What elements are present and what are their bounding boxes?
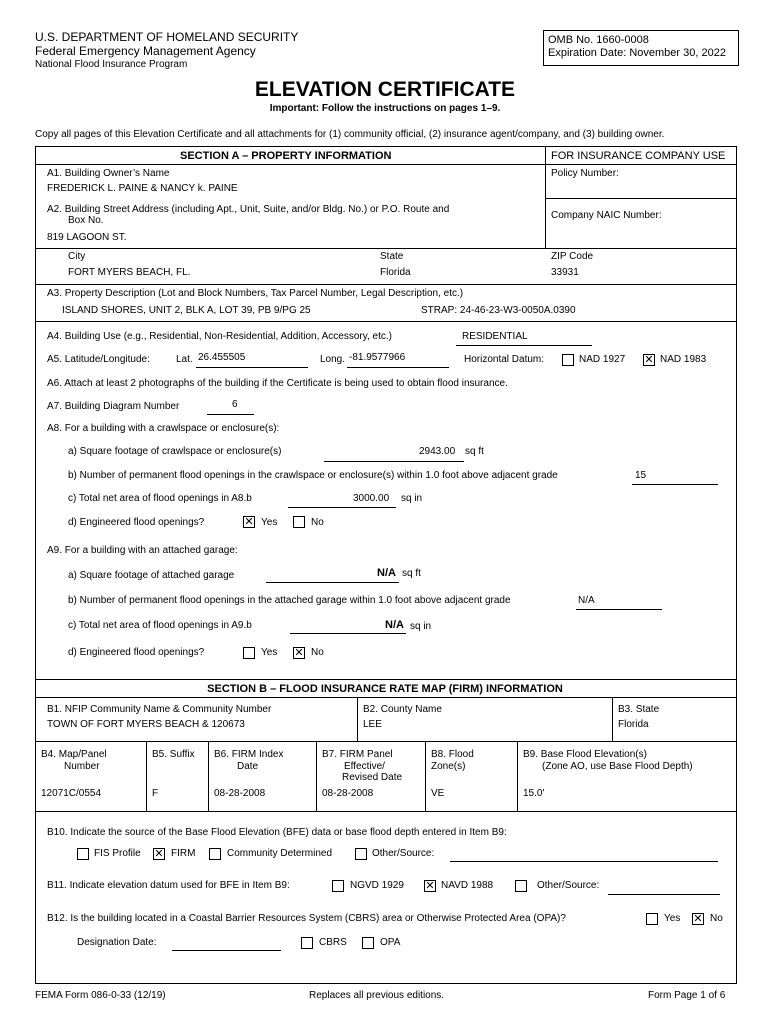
a2-label-cont: Box No.	[68, 215, 104, 226]
divider	[35, 284, 737, 285]
a4-underline	[456, 345, 592, 346]
b7-label: B7. FIRM Panel	[322, 749, 393, 760]
b1-label: B1. NFIP Community Name & Community Number	[47, 704, 272, 715]
a8c-underline	[288, 507, 396, 508]
dept-name: U.S. DEPARTMENT OF HOMELAND SECURITY	[35, 30, 299, 44]
divider	[545, 146, 546, 248]
opa-label: OPA	[380, 937, 401, 948]
b6-label-cont: Date	[237, 761, 259, 772]
community-determined-checkbox[interactable]	[209, 848, 221, 860]
a3-value[interactable]: ISLAND SHORES, UNIT 2, BLK A, LOT 39, PB 9/PG 25	[62, 305, 311, 316]
a9-label: A9. For a building with an attached garage:	[47, 545, 238, 556]
section-b-heading: SECTION B – FLOOD INSURANCE RATE MAP (FIRM) INFORMATION	[207, 683, 563, 695]
lat-value[interactable]: 26.455505	[198, 352, 246, 363]
datum-label: Horizontal Datum:	[464, 354, 545, 365]
a4-label: A4. Building Use (e.g., Residential, Non-Residential, Addition, Accessory, etc.)	[47, 331, 392, 342]
a9c-unit: sq in	[410, 621, 432, 632]
other-source-underline[interactable]	[450, 861, 718, 862]
b12-no-label: No	[710, 913, 723, 924]
nad1927-label: NAD 1927	[579, 354, 626, 365]
a9c-underline	[290, 633, 406, 634]
policy-number-label: Policy Number:	[551, 168, 619, 179]
divider	[35, 697, 737, 698]
nad1927-checkbox[interactable]	[562, 354, 574, 366]
b12-yes-label: Yes	[664, 913, 681, 924]
a8c-value[interactable]: 3000.00	[353, 493, 390, 504]
b2-label: B2. County Name	[363, 704, 442, 715]
b3-value[interactable]: Florida	[618, 719, 649, 730]
a1-label: A1. Building Owner’s Name	[47, 168, 170, 179]
b4-label: B4. Map/Panel	[41, 749, 107, 760]
a8a-value[interactable]: 2943.00	[419, 446, 456, 457]
a7-value[interactable]: 6	[232, 399, 238, 410]
zip-label: ZIP Code	[551, 251, 594, 262]
important-note: Important: Follow the instructions on pages 1–9.	[269, 103, 501, 114]
fis-profile-label: FIS Profile	[94, 848, 141, 859]
long-underline	[347, 367, 449, 368]
form-number: FEMA Form 086-0-33 (12/19)	[35, 990, 166, 1001]
firm-checkbox[interactable]: ✕	[154, 848, 164, 860]
insurance-use-label: FOR INSURANCE COMPANY USE	[551, 150, 726, 162]
divider	[517, 741, 518, 811]
a9d-label: d) Engineered flood openings?	[68, 647, 205, 658]
b6-value[interactable]: 08-28-2008	[214, 788, 266, 799]
b11-other-label: Other/Source:	[537, 880, 600, 891]
b3-label: B3. State	[618, 704, 660, 715]
divider	[35, 321, 737, 322]
b12-yes-checkbox[interactable]	[646, 913, 658, 925]
other-source-checkbox[interactable]	[355, 848, 367, 860]
a9a-label: a) Square footage of attached garage	[68, 570, 235, 581]
a8d-no-label: No	[311, 517, 324, 528]
firm-label: FIRM	[171, 848, 196, 859]
a8-label: A8. For a building with a crawlspace or enclosure(s):	[47, 423, 280, 434]
a9b-label: b) Number of permanent flood openings in the attached garage within 1.0 foot above adjacent grade	[68, 595, 511, 606]
a8d-yes-label: Yes	[261, 517, 278, 528]
divider	[35, 741, 737, 742]
a1-value[interactable]: FREDERICK L. PAINE & NANCY k. PAINE	[47, 183, 238, 194]
naic-label: Company NAIC Number:	[551, 210, 662, 221]
divider	[146, 741, 147, 811]
nad1983-label: NAD 1983	[660, 354, 707, 365]
b8-label: B8. Flood	[431, 749, 474, 760]
a8a-label: a) Square footage of crawlspace or enclosure(s)	[68, 446, 282, 457]
divider	[612, 697, 613, 741]
divider	[316, 741, 317, 811]
copy-note: Copy all pages of this Elevation Certificate and all attachments for (1) community official, (2) insurance agent/company, and (3) building owner.	[35, 129, 665, 140]
b8-value[interactable]: VE	[431, 788, 445, 799]
cbrs-label: CBRS	[319, 937, 347, 948]
a8c-unit: sq in	[401, 493, 423, 504]
city-value[interactable]: FORT MYERS BEACH, FL.	[68, 267, 191, 278]
a9d-yes-label: Yes	[261, 647, 278, 658]
b12-no-checkbox[interactable]: ✕	[693, 913, 703, 925]
divider	[425, 741, 426, 811]
divider	[35, 679, 737, 680]
a8b-value[interactable]: 15	[635, 470, 647, 481]
b9-value[interactable]: 15.0'	[523, 788, 545, 799]
a6-label: A6. Attach at least 2 photographs of the building if the Certificate is being used to obtain flood insurance.	[47, 378, 508, 389]
b7-label-cont2: Revised Date	[342, 772, 403, 783]
a9a-value[interactable]: N/A	[377, 567, 396, 579]
b9-label-cont: (Zone AO, use Base Flood Depth)	[542, 761, 693, 772]
b4-label-cont: Number	[64, 761, 100, 772]
a3-label: A3. Property Description (Lot and Block Numbers, Tax Parcel Number, Legal Description, etc.)	[47, 288, 464, 299]
a8b-label: b) Number of permanent flood openings in the crawlspace or enclosure(s) within 1.0 foot above adjacent grade	[68, 470, 558, 481]
b4-value[interactable]: 12071C/0554	[41, 788, 102, 799]
zip-value[interactable]: 33931	[551, 267, 579, 278]
program-name: National Flood Insurance Program	[35, 59, 188, 70]
a9b-value[interactable]: N/A	[578, 595, 595, 606]
b10-label: B10. Indicate the source of the Base Flood Elevation (BFE) data or base flood depth entered in Item B9:	[47, 827, 507, 838]
city-label: City	[68, 251, 86, 262]
a9c-label: c) Total net area of flood openings in A9.b	[68, 620, 252, 631]
a9d-no-label: No	[311, 647, 324, 658]
a8b-underline	[632, 484, 718, 485]
page-number: Form Page 1 of 6	[648, 990, 726, 1001]
ngvd1929-checkbox[interactable]	[332, 880, 344, 892]
divider	[35, 811, 737, 812]
a8c-label: c) Total net area of flood openings in A8.b	[68, 493, 252, 504]
replaces-note: Replaces all previous editions.	[309, 990, 445, 1001]
a9d-no-checkbox[interactable]: ✕	[294, 647, 304, 659]
divider	[35, 248, 737, 249]
state-value[interactable]: Florida	[380, 267, 411, 278]
a9b-underline	[576, 609, 662, 610]
a2-label: A2. Building Street Address (including Apt., Unit, Suite, and/or Bldg. No.) or P.O. Route and	[47, 204, 450, 215]
a7-label: A7. Building Diagram Number	[47, 401, 180, 412]
agency-name: Federal Emergency Management Agency	[35, 44, 256, 58]
b7-label-cont: Effective/	[344, 761, 385, 772]
a5-label: A5. Latitude/Longitude:	[47, 354, 150, 365]
b11-other-checkbox[interactable]	[515, 880, 527, 892]
cbrs-checkbox[interactable]	[301, 937, 313, 949]
fis-profile-checkbox[interactable]	[77, 848, 89, 860]
section-a-heading: SECTION A – PROPERTY INFORMATION	[180, 150, 392, 162]
a8a-unit: sq ft	[465, 446, 484, 457]
a9c-value[interactable]: N/A	[385, 619, 404, 631]
a9d-yes-checkbox[interactable]	[243, 647, 255, 659]
a9a-unit: sq ft	[402, 568, 421, 579]
b11-other-underline[interactable]	[608, 894, 720, 895]
a7-underline	[207, 414, 254, 415]
designation-date-label: Designation Date:	[77, 937, 157, 948]
b2-value[interactable]: LEE	[363, 719, 382, 730]
a3-strap[interactable]: STRAP: 24-46-23-W3-0050A.0390	[421, 305, 576, 316]
a8d-label: d) Engineered flood openings?	[68, 517, 205, 528]
b6-label: B6. FIRM Index	[214, 749, 284, 760]
state-label: State	[380, 251, 404, 262]
community-determined-label: Community Determined	[227, 848, 333, 859]
long-label: Long.	[320, 354, 346, 365]
divider	[545, 198, 737, 199]
ngvd1929-label: NGVD 1929	[350, 880, 404, 891]
lat-underline	[196, 367, 308, 368]
divider	[35, 164, 737, 165]
nad1983-checkbox[interactable]: ✕	[644, 354, 654, 366]
opa-checkbox[interactable]	[362, 937, 374, 949]
b5-value[interactable]: F	[152, 788, 159, 799]
b5-label: B5. Suffix	[152, 749, 195, 760]
long-value[interactable]: -81.9577966	[349, 352, 406, 363]
designation-date-underline[interactable]	[172, 950, 281, 951]
lat-label: Lat.	[176, 354, 193, 365]
a8a-underline	[324, 461, 464, 462]
b8-label-cont: Zone(s)	[431, 761, 466, 772]
navd1988-checkbox[interactable]: ✕	[425, 880, 435, 892]
other-source-label: Other/Source:	[372, 848, 435, 859]
a8d-no-checkbox[interactable]	[293, 516, 305, 528]
b7-value[interactable]: 08-28-2008	[322, 788, 374, 799]
expiration-date: Expiration Date: November 30, 2022	[548, 47, 726, 59]
b9-label: B9. Base Flood Elevation(s)	[523, 749, 647, 760]
a2-value[interactable]: 819 LAGOON ST.	[47, 232, 127, 243]
b1-value[interactable]: TOWN OF FORT MYERS BEACH & 120673	[47, 719, 245, 730]
a4-value[interactable]: RESIDENTIAL	[462, 331, 528, 342]
b12-label: B12. Is the building located in a Coastal Barrier Resources System (CBRS) area or Otherwise Protected Area (OPA)?	[47, 913, 566, 924]
b11-label: B11. Indicate elevation datum used for BFE in Item B9:	[47, 880, 290, 891]
divider	[208, 741, 209, 811]
omb-number: OMB No. 1660-0008	[548, 34, 649, 46]
a9a-underline	[266, 582, 399, 583]
page-title: ELEVATION CERTIFICATE	[254, 78, 516, 101]
a8d-yes-checkbox[interactable]: ✕	[244, 516, 254, 528]
divider	[357, 697, 358, 741]
navd1988-label: NAVD 1988	[441, 880, 494, 891]
